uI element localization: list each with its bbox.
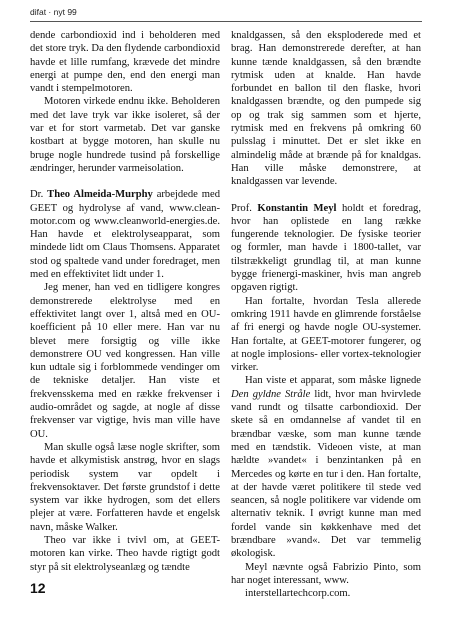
- paragraph: Theo var ikke i tvivl om, at GEET-motoren kan virke. Theo havde rigtigt godt styr på sit elektrolyseanlæg og tændte: [30, 534, 220, 573]
- paragraph-text: lidt, hvor man hvirvlede vand rundt og tilsatte carbondioxid. Der skete så en omdannelse af vandet til en brændbar væske, som man kunne tænde med en tændstik. Videoen viste, at man hældte »vandet« i benzintanken på en Mercedes og kørte en tur i den. Han fortalte, at der havde været politikere til stede ved seancen, så nogle politikere var vidende om alternativ teknik. I øvrigt kunne man med fordel vande sin køkkenhave med det brændbare »vand«. Det var temmelig økologisk.: [231, 388, 421, 560]
- header-rule: [30, 21, 422, 22]
- title-prefix: Prof.: [231, 202, 258, 214]
- paragraph: [30, 188, 220, 281]
- paragraph: Man skulle også læse nogle skrifter, som havde et alkymistisk anstrøg, hvor en slags periodisk system var opdelt i frekvensoktaver. Det første grundstof i dette system var ikke hydrogen, som det ellers plejer at være. Forfatteren havde et engelsk navn, måske Walker.: [30, 441, 220, 533]
- paragraph: [231, 202, 421, 295]
- paragraph: knaldgassen, så den eksploderede med et brag. Han demonstrerede derefter, at han kunne tænde knaldgassen, så den brændte rytmisk uden at knalde. Han havde forbundet en ballon til den flaske, hvori knaldgassen brændte, og den pumpede sig op og trak sig sammen som et hjerte, rytmisk med en frekvens på omkring 60 pulsslag i minuttet. Det er slet ikke en almindelig måde at brænde på for knaldgas. Han ville måske demonstrere, at knaldgassen var levende.: [231, 30, 421, 188]
- paragraph-text: Han viste et apparat, som måske lignede: [245, 375, 421, 387]
- paragraph: [231, 561, 421, 601]
- paragraph: Jeg mener, han ved en tidligere kongres demonstrerede elektrolyse med en effektivitet langt over 1, altså med en OU-koefficient på 10 eller mere. Han var nu blevet mere forsigtig og ville ikke demonstrere OU ved kongressen. Han ville kun udtale sig i forblommede vendinger om de tekniske detaljer. Han viste et frekvensskema med en række frekvenser i audio-området og sagde, at nogle af disse frekvenser var vigtige, hvis man ville have OU.: [30, 282, 220, 440]
- paragraph: Han fortalte, hvordan Tesla allerede omkring 1911 havde en glimrende forståelse af fri energi og havde nogle OU-systemer. Han fortalte, at GEET-motorer fungerer, og at nogle implosions- eller vortex-teknologier virker.: [231, 295, 421, 374]
- person-name: Theo Almeida-Murphy: [47, 189, 153, 201]
- running-header: difat · nyt 99: [30, 7, 77, 17]
- person-name: Konstantin Meyl: [257, 202, 337, 214]
- right-column: [231, 29, 421, 600]
- url-text: interstellartechcorp.com.: [245, 588, 351, 600]
- paragraph-text: Meyl nævnte også Fabrizio Pinto, som har noget interessant, www.: [231, 561, 421, 586]
- paragraph-text: holdt et foredrag, hvor han oplistede en lang række fungerende teknologier. De fysiske teorier og formler, man havde i 1800-tallet, var tilstrækkeligt grundlag til, at man kunne bygge frienergi-maskiner, hvis man angreb opgaven rigtigt.: [231, 202, 421, 294]
- title-prefix: Dr.: [30, 189, 48, 201]
- work-title: Den gyldne Stråle: [231, 388, 311, 400]
- page-number: 12: [30, 580, 46, 596]
- paragraph: [231, 374, 421, 560]
- paragraph: Motoren virkede endnu ikke. Beholderen med det lave tryk var ikke isoleret, så der var et for stort varmetab. Det var ganske kostbart at bygge motoren, han skulle nu bruge nogle hundrede tusind på forskellige ændringer, herunder varmeisolation.: [30, 96, 220, 174]
- paragraph: dende carbondioxid ind i beholderen med det store tryk. Da den flydende carbondioxid havde et lille rumfang, krævede det mindre energi at pumpe den, end den energi man vandt i stempelmotoren.: [30, 30, 220, 95]
- left-column: [30, 29, 220, 574]
- paragraph-text: arbejdede med GEET og hydrolyse af vand, www.clean-motor.com og www.cleanworld-energies.de. Han havde et elektrolyseapparat, som mindede lidt om Claus Thomsens. Apparatet stod og spaltede vand under foredraget, men med en effektivitet lidt under 1.: [30, 189, 220, 281]
